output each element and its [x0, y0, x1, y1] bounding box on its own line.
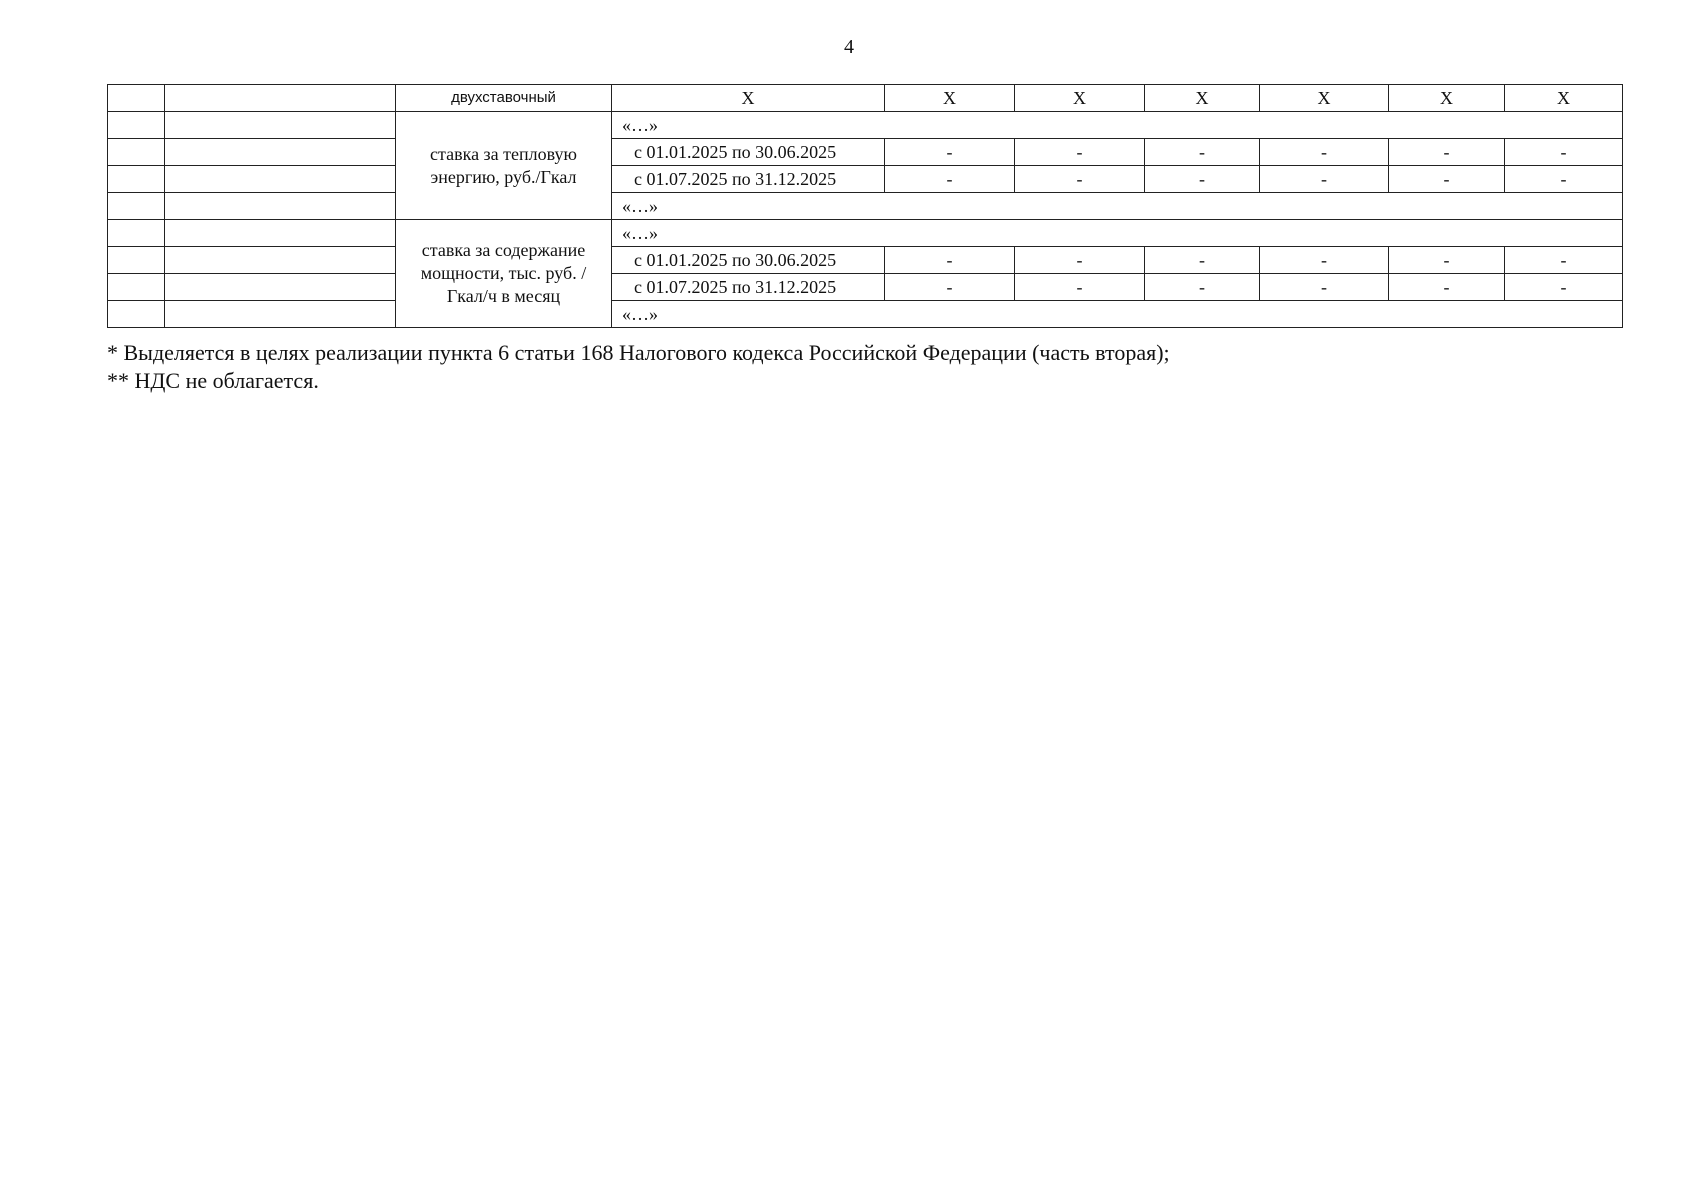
table-cell-empty [165, 247, 396, 274]
table-cell-empty [108, 301, 165, 328]
value-cell: - [1260, 274, 1389, 301]
table-cell-empty [165, 220, 396, 247]
x-mark-cell: Х [1260, 85, 1389, 112]
table-row [108, 139, 1623, 166]
value-cell: - [1389, 139, 1505, 166]
table-cell-empty [165, 139, 396, 166]
value-cell: - [1505, 139, 1623, 166]
value-cell: - [1260, 247, 1389, 274]
value-cell: - [1015, 139, 1145, 166]
table-cell-empty [108, 220, 165, 247]
ellipsis-cell: «…» [612, 220, 1623, 247]
page-number: 4 [844, 36, 854, 58]
x-mark-cell: Х [1145, 85, 1260, 112]
value-cell: - [1505, 166, 1623, 193]
value-cell: - [1389, 166, 1505, 193]
table-cell-empty [108, 247, 165, 274]
table-cell-empty [165, 112, 396, 139]
rate-name-heat-energy: ставка за тепловую энергию, руб./Гкал [396, 112, 612, 220]
table-cell-empty [108, 85, 165, 112]
table-row [108, 193, 1623, 220]
value-cell: - [1260, 139, 1389, 166]
value-cell: - [1015, 166, 1145, 193]
x-mark-cell: Х [885, 85, 1015, 112]
value-cell: - [1389, 247, 1505, 274]
table-row [108, 274, 1623, 301]
value-cell: - [1015, 247, 1145, 274]
ellipsis-cell: «…» [612, 112, 1623, 139]
value-cell: - [1389, 274, 1505, 301]
rate-name-capacity: ставка за содержание мощности, тыс. руб. /Гкал/ч в месяц [396, 220, 612, 328]
table-row [108, 247, 1623, 274]
period-cell: с 01.01.2025 по 30.06.2025 [612, 139, 885, 166]
value-cell: - [1015, 274, 1145, 301]
table-cell-empty [108, 112, 165, 139]
value-cell: - [885, 166, 1015, 193]
x-mark-cell: Х [1389, 85, 1505, 112]
table-cell-empty [108, 166, 165, 193]
table-cell-empty [108, 139, 165, 166]
ellipsis-cell: «…» [612, 193, 1623, 220]
footnotes [107, 339, 1170, 395]
value-cell: - [885, 274, 1015, 301]
table-row [108, 112, 1623, 139]
x-mark-cell: Х [1015, 85, 1145, 112]
value-cell: - [1505, 247, 1623, 274]
table-cell-empty [108, 193, 165, 220]
value-cell: - [1145, 274, 1260, 301]
period-cell: с 01.07.2025 по 31.12.2025 [612, 166, 885, 193]
table-row [108, 166, 1623, 193]
table-cell-empty [165, 274, 396, 301]
table-row [108, 301, 1623, 328]
tariff-type-cell: двухставочный [396, 85, 612, 112]
table-cell-empty [165, 193, 396, 220]
value-cell: - [1145, 139, 1260, 166]
table-cell-empty [108, 274, 165, 301]
value-cell: - [1145, 166, 1260, 193]
footnote-vat-exempt: ** НДС не облагается. [107, 368, 319, 393]
period-cell: с 01.01.2025 по 30.06.2025 [612, 247, 885, 274]
table-cell-empty [165, 301, 396, 328]
value-cell: - [1505, 274, 1623, 301]
x-mark-cell: Х [612, 85, 885, 112]
value-cell: - [885, 139, 1015, 166]
table-header-row [108, 85, 1623, 112]
table-cell-empty [165, 85, 396, 112]
x-mark-cell: Х [1505, 85, 1623, 112]
value-cell: - [885, 247, 1015, 274]
value-cell: - [1260, 166, 1389, 193]
ellipsis-cell: «…» [612, 301, 1623, 328]
footnote-vat-allocation: * Выделяется в целях реализации пункта 6 статьи 168 Налогового кодекса Российской Федерации (часть вторая); [107, 340, 1170, 365]
period-cell: с 01.07.2025 по 31.12.2025 [612, 274, 885, 301]
table-cell-empty [165, 166, 396, 193]
tariff-table [107, 84, 1623, 328]
value-cell: - [1145, 247, 1260, 274]
table-row [108, 220, 1623, 247]
